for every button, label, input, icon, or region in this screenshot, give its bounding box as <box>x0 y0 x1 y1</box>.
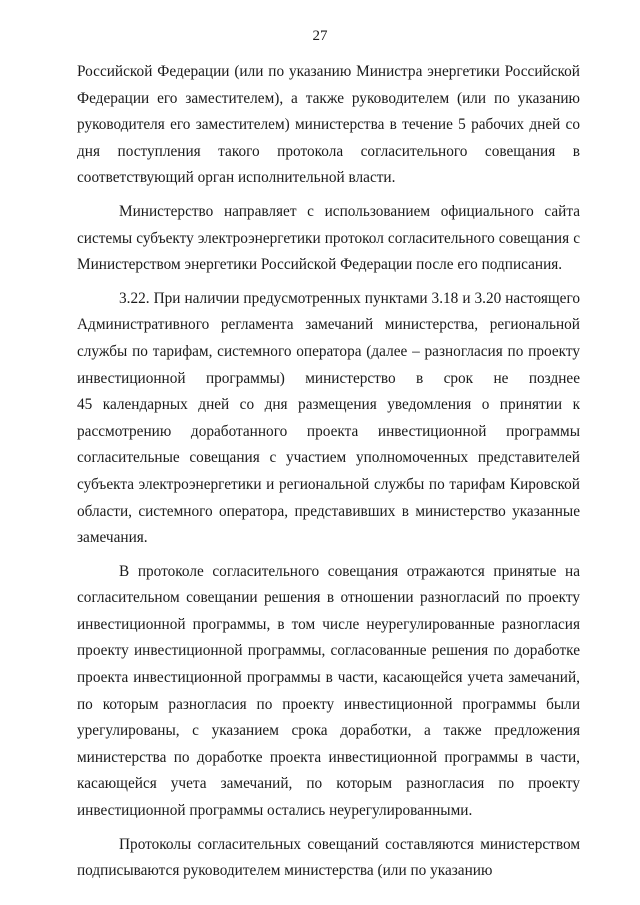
text-line: В протоколе согласительного совещания отражаются принятые на <box>119 562 580 580</box>
paragraph <box>77 559 580 825</box>
text-line: урегулированы, с указанием срока доработки, а также предложения <box>77 722 580 740</box>
text-line: Российской Федерации (или по указанию Министра энергетики Российской <box>77 63 580 80</box>
paragraph <box>77 286 580 552</box>
text-line: руководителя его заместителем) министерства в течение 5 рабочих дней со <box>77 116 580 134</box>
text-line: согласительные совещания с участием уполномоченных представителей <box>77 449 580 467</box>
text-line: проекту инвестиционной программы, согласованные решения по доработке <box>77 642 580 660</box>
text-line: Административного регламента замечаний министерства, региональной <box>77 316 580 334</box>
text-line: Министерство направляет с использованием официального сайта <box>119 202 580 220</box>
text-line: инвестиционной программы) министерство в срок не позднее <box>77 369 580 387</box>
text-line: проекта инвестиционной программы в части, касающейся учета замечаний, <box>77 669 580 687</box>
document-body <box>77 59 580 886</box>
paragraph <box>77 59 580 192</box>
text-line: по которым разногласия по проекту инвестиционной программы были <box>77 695 580 713</box>
paragraph <box>77 832 580 885</box>
text-line: 45 календарных дней со дня размещения уведомления о принятии к <box>77 396 580 414</box>
text-line: Министерством энергетики Российской Федерации после его подписания. <box>77 256 563 274</box>
text-line: инвестиционной программы, в том числе неурегулированные разногласия <box>77 615 580 633</box>
paragraph <box>77 199 580 279</box>
text-line: системы субъекту электроэнергетики протокол согласительного совещания с <box>77 229 580 247</box>
text-line: Федерации его заместителем), а также руководителем (или по указанию <box>77 89 580 107</box>
text-line: министерства по доработке проекта инвестиционной программы в части, <box>77 748 580 766</box>
page-number: 27 <box>312 28 328 44</box>
text-line: соответствующий орган исполнительной власти. <box>77 169 396 187</box>
text-line: дня поступления такого протокола согласительного совещания в <box>77 142 580 160</box>
text-line: субъекта электроэнергетики и региональной службы по тарифам Кировской <box>77 475 580 493</box>
text-line: области, системного оператора, представивших в министерство указанные <box>77 502 580 520</box>
text-line: инвестиционной программы остались неурегулированными. <box>77 802 473 820</box>
text-line: Протоколы согласительных совещаний составляются министерством <box>119 835 580 853</box>
text-line: подписываются руководителем министерства (или по указанию <box>77 862 493 880</box>
text-line: 3.22. При наличии предусмотренных пунктами 3.18 и 3.20 настоящего <box>119 289 580 307</box>
text-line: службы по тарифам, системного оператора (далее – разногласия по проекту <box>77 342 580 360</box>
text-line: рассмотрению доработанного проекта инвестиционной программы <box>77 422 580 440</box>
text-line: согласительном совещании решения в отношении разногласий по проекту <box>77 589 580 607</box>
text-line: замечания. <box>77 529 148 547</box>
text-line: касающейся учета замечаний, по которым разногласия по проекту <box>77 775 580 793</box>
